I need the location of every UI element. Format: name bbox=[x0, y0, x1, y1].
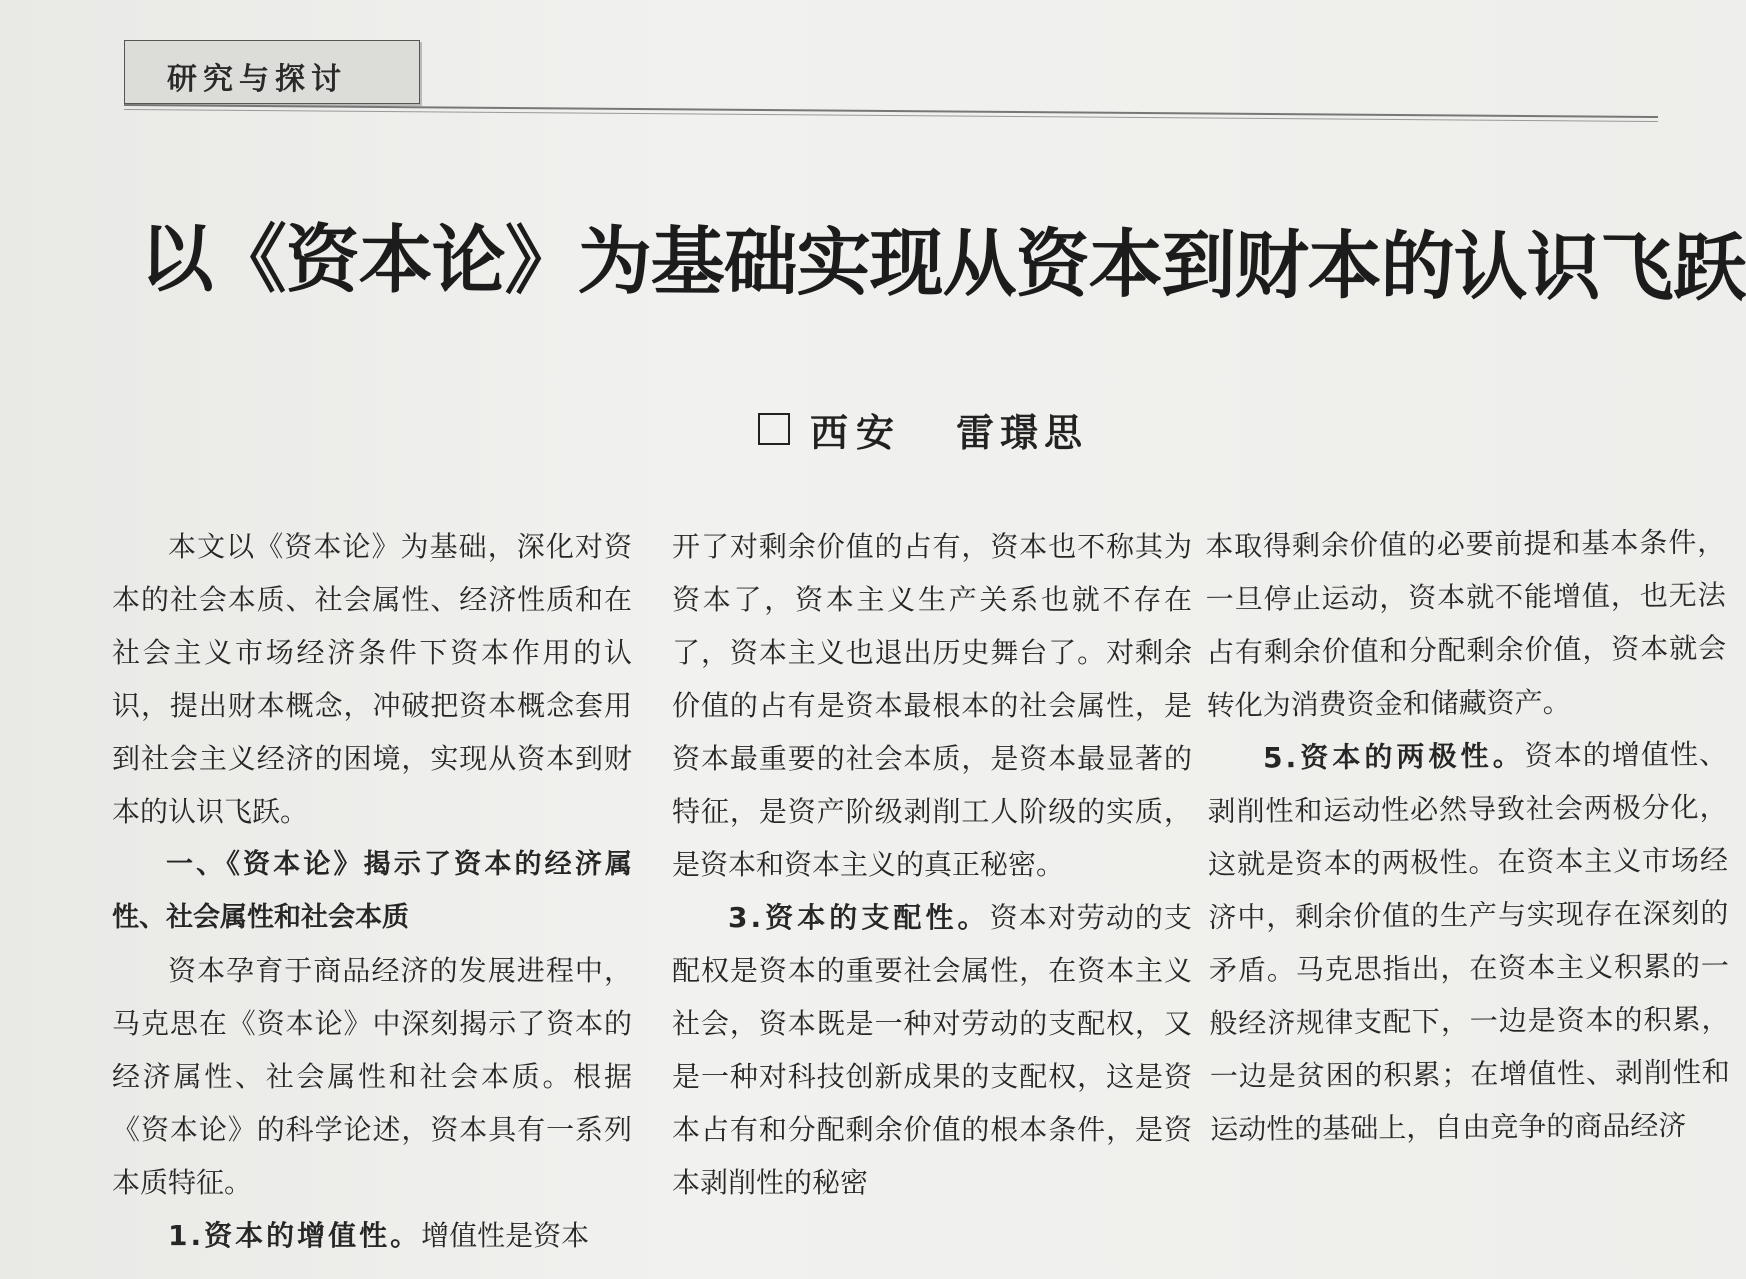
text-column-3 bbox=[1205, 515, 1731, 1156]
sub-heading: 3.资本的支配性。 bbox=[728, 901, 990, 934]
paragraph: 资本孕育于商品经济的发展进程中，马克思在《资本论》中深刻揭示了资本的经济属性、社会属性和社会本质。根据《资本论》的科学论述，资本具有一系列本质特征。 bbox=[112, 954, 632, 1199]
section-label: 研究与探讨 bbox=[167, 62, 347, 97]
paragraph: 本取得剩余价值的必要前提和基本条件，一旦停止运动，资本就不能增值，也无法占有剩余价值和分配剩余价值，资本就会转化为消费资金和储藏资产。 bbox=[1205, 525, 1727, 722]
paragraph-abstract: 本文以《资本论》为基础，深化对资本的社会本质、社会属性、经济性质和在社会主义市场经济条件下资本作用的认识，提出财本概念，冲破把资本概念套用到社会主义经济的困境，实现从资本到财本的认识飞跃。 bbox=[112, 530, 632, 828]
text-column-2 bbox=[672, 520, 1192, 1209]
byline bbox=[758, 404, 1088, 454]
paragraph bbox=[672, 891, 1192, 1209]
square-box-icon bbox=[758, 413, 790, 445]
paragraph: 开了对剩余价值的占有，资本也不称其为资本了，资本主义生产关系也就不存在了，资本主义也退出历史舞台了。对剩余价值的占有是资本最根本的社会属性，是资本最重要的社会本质，是资本最显著的特征，是资产阶级剥削工人阶级的实质，是资本和资本主义的真正秘密。 bbox=[672, 530, 1192, 881]
paragraph bbox=[1207, 727, 1731, 1156]
paragraph-text: 资本对劳动的支配权是资本的重要社会属性，在资本主义社会，资本既是一种对劳动的支配权，又是一种对科技创新成果的支配权，这是资本占有和分配剩余价值的根本条件，是资本剥削性的秘密 bbox=[672, 901, 1192, 1199]
section-heading: 一、《资本论》揭示了资本的经济属性、社会属性和社会本质 bbox=[112, 849, 632, 933]
text-column-1 bbox=[112, 520, 632, 1262]
author-name: 雷璟思 bbox=[956, 410, 1089, 455]
article-title: 以《资本论》为基础实现从资本到财本的认识飞跃 bbox=[139, 215, 1746, 312]
sub-heading: 1.资本的增值性。 bbox=[168, 1219, 422, 1252]
paragraph bbox=[112, 1209, 632, 1262]
sub-heading: 5.资本的两极性。 bbox=[1262, 739, 1525, 775]
header-rule bbox=[124, 104, 1658, 122]
author-location: 西安 bbox=[810, 410, 903, 455]
paragraph-text: 增值性是资本 bbox=[421, 1219, 590, 1252]
section-tab bbox=[124, 40, 420, 104]
paragraph-text: 资本的增值性、剥削性和运动性必然导致社会两极分化，这就是资本的两极性。在资本主义市场经济中，剩余价值的生产与实现存在深刻的矛盾。马克思指出，在资本主义积累的一般经济规律支配下，一边是资本的积累，一边是贫困的积累；在增值性、剥削性和运动性的基础上，自由竞争的商品经济 bbox=[1207, 737, 1730, 1146]
